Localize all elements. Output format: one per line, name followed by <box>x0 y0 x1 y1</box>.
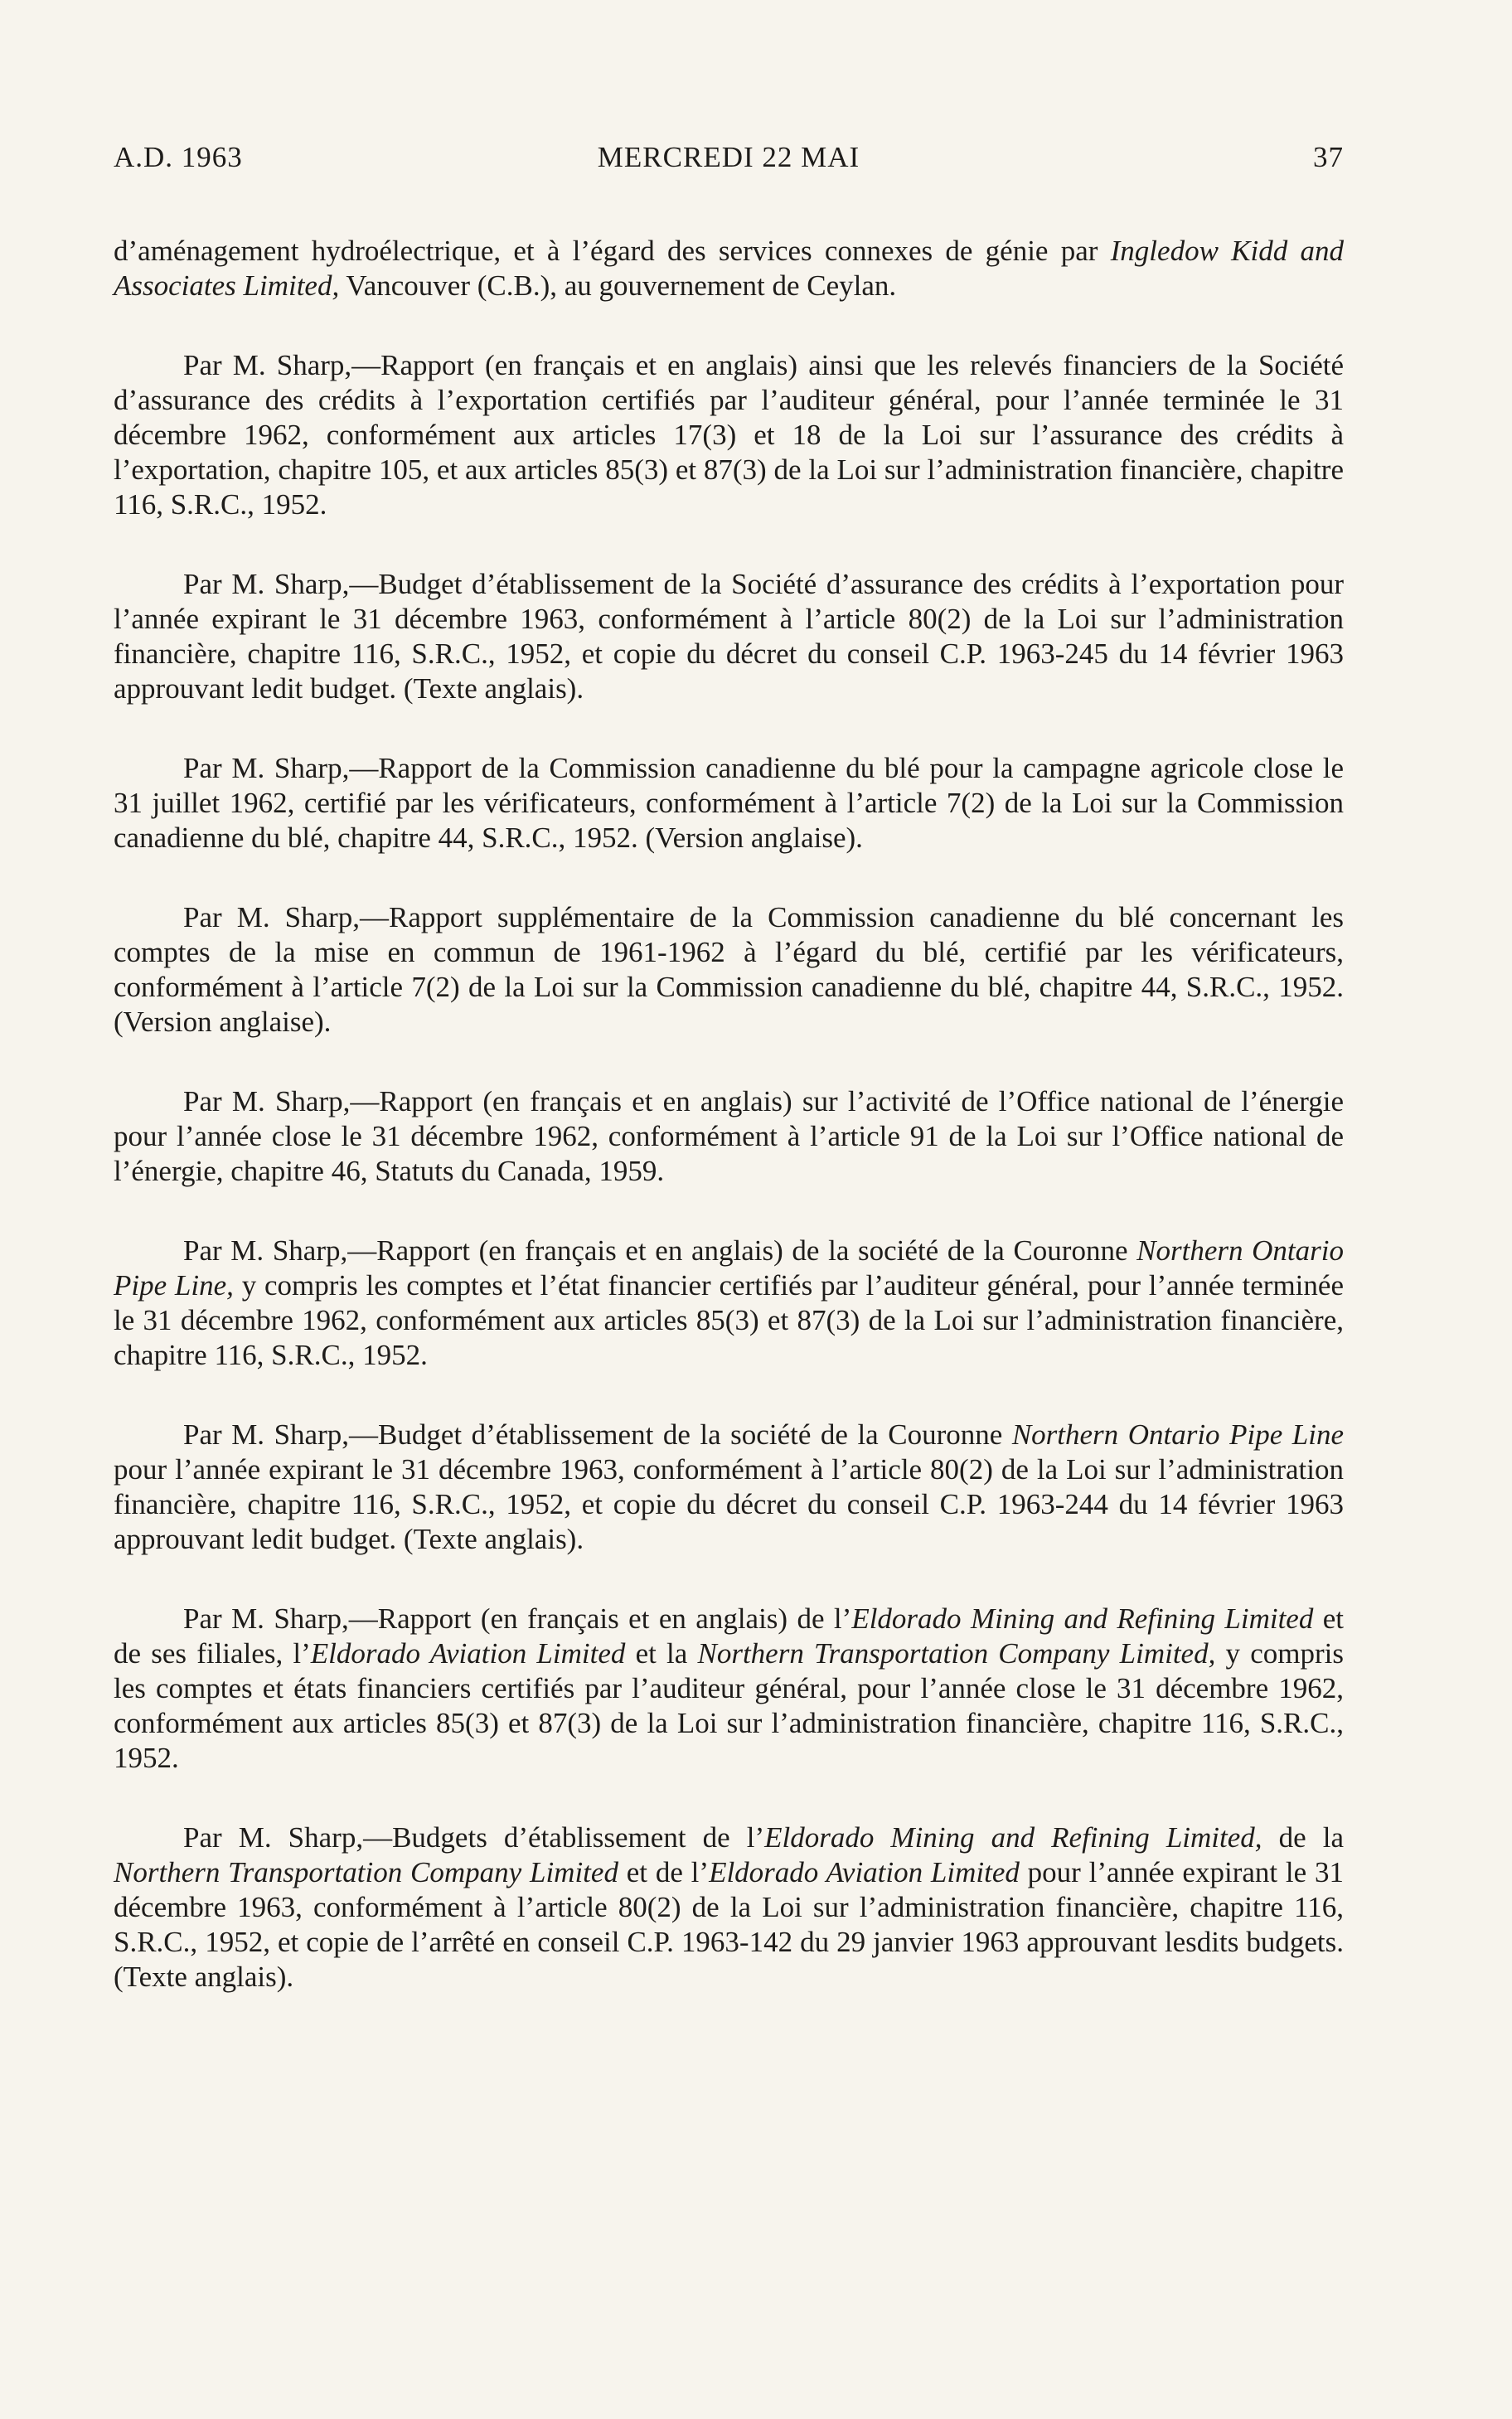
italic-text: Northern Ontario Pipe Line <box>1011 1418 1344 1451</box>
text-segment: Par M. Sharp,—Rapport de la Commission canadienne du blé pour la campagne agricole close le 31 juillet 1962, certifié par les vérificateurs, conformément à l’article 7(2) de la Loi sur la Commission canadienne du blé, chapitre 44, S.R.C., 1952. (Version anglaise). <box>114 752 1344 854</box>
text-segment: Par M. Sharp,—Budget d’établissement de la société de la Couronne <box>183 1418 1012 1451</box>
text-segment: Par M. Sharp,—Budgets d’établissement de l’ <box>183 1821 765 1854</box>
paragraph <box>114 1234 1344 1373</box>
text-segment: Par M. Sharp,—Budget d’établissement de la Société d’assurance des crédits à l’exportation pour l’année expirant le 31 décembre 1963, conformément à l’article 80(2) de la Loi sur l’administration financière, chapitre 116, S.R.C., 1952, et copie du décret du conseil C.P. 1963-245 du 14 février 1963 approuvant ledit budget. (Texte anglais). <box>114 568 1344 705</box>
paragraph <box>114 1602 1344 1776</box>
paragraph <box>114 234 1344 303</box>
italic-text: Eldorado Mining and Refining Limited <box>851 1602 1314 1635</box>
text-segment: Par M. Sharp,—Rapport supplémentaire de la Commission canadienne du blé concernant les comptes de la mise en commun de 1961-1962 à l’égard du blé, certifié par les vérificateurs, conformément à l’article 7(2) de la Loi sur la Commission canadienne du blé, chapitre 44, S.R.C., 1952. (Version anglaise). <box>114 901 1344 1038</box>
text-segment: Par M. Sharp,—Rapport (en français et en anglais) de la société de la Couronne <box>183 1234 1137 1267</box>
text-segment: de la <box>1262 1821 1344 1854</box>
italic-text: Eldorado Aviation Limited <box>709 1856 1020 1888</box>
text-segment: et la <box>625 1637 698 1670</box>
header-date: MERCREDI 22 MAI <box>597 141 860 173</box>
paragraph <box>114 1418 1344 1557</box>
italic-text: Ingledow Kidd and Associates Limited, <box>114 235 1344 302</box>
italic-text: Eldorado Aviation Limited <box>310 1637 626 1670</box>
text-segment: Par M. Sharp,—Rapport (en français et en anglais) sur l’activité de l’Office national de l’énergie pour l’année close le 31 décembre 1962, conformément à l’article 91 de la Loi sur l’Office national de l’énergie, chapitre 46, Statuts du Canada, 1959. <box>114 1085 1344 1187</box>
italic-text: Eldorado Mining and Refining Limited, <box>764 1821 1262 1854</box>
page-header <box>114 141 1344 191</box>
text-segment: Vancouver (C.B.), au gouvernement de Ceylan. <box>339 269 897 302</box>
italic-text: Northern Transportation Company Limited <box>114 1856 618 1888</box>
text-segment: y compris les comptes et l’état financier certifiés par l’auditeur général, pour l’année terminée le 31 décembre 1962, conformément aux articles 85(3) et 87(3) de la Loi sur l’administration financière, chapitre 116, S.R.C., 1952. <box>114 1269 1344 1371</box>
paragraph <box>114 900 1344 1040</box>
paragraph <box>114 1820 1344 1995</box>
text-segment: y compris les comptes et états financiers certifiés par l’auditeur général, pour l’année close le 31 décembre 1962, conformément aux articles 85(3) et 87(3) de la Loi sur l’administration financière, chapitre 116, S.R.C., 1952. <box>114 1637 1344 1774</box>
paragraph <box>114 751 1344 856</box>
text-segment: et de l’ <box>618 1856 710 1888</box>
text-segment: et de ses filiales, l’ <box>114 1602 1344 1670</box>
page-number: 37 <box>1313 141 1344 173</box>
italic-text: Northern Transportation Company Limited, <box>697 1637 1216 1670</box>
header-year: A.D. 1963 <box>114 141 243 173</box>
paragraph <box>114 567 1344 706</box>
italic-text: Northern Ontario Pipe Line, <box>114 1234 1344 1302</box>
text-segment: pour l’année expirant le 31 décembre 1963, conformément à l’article 80(2) de la Loi sur l’administration financière, chapitre 116, S.R.C., 1952, et copie du décret du conseil C.P. 1963-244 du 14 février 1963 approuvant ledit budget. (Texte anglais). <box>114 1453 1344 1555</box>
text-segment: d’aménagement hydroélectrique, et à l’égard des services connexes de génie par <box>114 235 1111 267</box>
document-body <box>114 234 1344 2039</box>
paragraph <box>114 1084 1344 1189</box>
text-segment: pour l’année expirant le 31 décembre 1963, conformément à l’article 80(2) de la Loi sur l’administration financière, chapitre 116, S.R.C., 1952, et copie de l’arrêté en conseil C.P. 1963-142 du 29 janvier 1963 approuvant lesdits budgets. (Texte anglais). <box>114 1856 1344 1993</box>
text-segment: Par M. Sharp,—Rapport (en français et en anglais) ainsi que les relevés financiers de la Société d’assurance des crédits à l’exportation certifiés par l’auditeur général, pour l’année terminée le 31 décembre 1962, conformément aux articles 17(3) et 18 de la Loi sur l’assurance des crédits à l’exportation, chapitre 105, et aux articles 85(3) et 87(3) de la Loi sur l’administration financière, chapitre 116, S.R.C., 1952. <box>114 349 1344 521</box>
paragraph <box>114 348 1344 522</box>
text-segment: Par M. Sharp,—Rapport (en français et en anglais) de l’ <box>183 1602 852 1635</box>
